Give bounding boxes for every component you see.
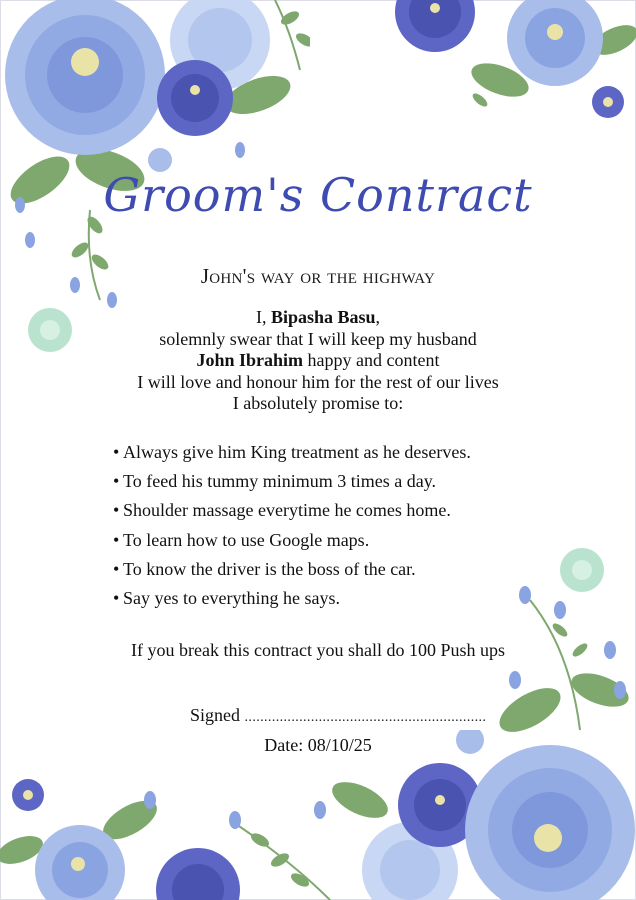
contract-subtitle: John's way or the highway xyxy=(200,264,436,288)
signature-line xyxy=(190,705,486,726)
oath-paragraph xyxy=(0,307,636,415)
oath-comma: , xyxy=(375,307,381,327)
floral-decoration-top-right xyxy=(380,0,636,140)
promise-text: Say yes to everything he says. xyxy=(123,587,340,608)
contract-title: Groom's Contract xyxy=(103,168,533,222)
oath-line-3-text: happy and content xyxy=(303,350,440,370)
bullet-icon: • xyxy=(113,558,120,579)
list-item xyxy=(113,440,471,469)
penalty-clause: If you break this contract you shall do 100 Push ups xyxy=(131,640,505,660)
promise-text: To feed his tummy minimum 3 times a day. xyxy=(123,471,437,492)
promise-text: Shoulder massage everytime he comes home. xyxy=(123,500,451,521)
bullet-icon: • xyxy=(113,587,120,608)
list-item xyxy=(113,557,471,586)
oath-line-5: I absolutely promise to: xyxy=(232,393,404,413)
oath-line-2: solemnly swear that I will keep my husband xyxy=(159,328,477,349)
bullet-icon: • xyxy=(113,471,120,492)
promise-text: Always give him King treatment as he deserves. xyxy=(123,442,471,462)
signed-label: Signed xyxy=(190,705,245,725)
list-item xyxy=(113,469,471,498)
signature-dots: .............................................................. xyxy=(244,710,487,725)
list-item xyxy=(113,586,471,615)
bullet-icon: • xyxy=(113,529,120,550)
contract-date: Date: 08/10/25 xyxy=(264,735,372,755)
list-item xyxy=(113,528,471,557)
oath-prefix: I, xyxy=(255,307,271,327)
promise-text: To learn how to use Google maps. xyxy=(123,529,370,550)
list-item xyxy=(113,498,471,527)
oath-line-1 xyxy=(0,307,636,329)
bride-name: Bipasha Basu xyxy=(270,307,376,327)
promise-list xyxy=(113,440,471,615)
oath-line-3 xyxy=(0,350,636,372)
promise-text: To know the driver is the boss of the car. xyxy=(123,558,416,579)
bullet-icon: • xyxy=(113,442,120,462)
bullet-icon: • xyxy=(113,500,120,521)
groom-name: John Ibrahim xyxy=(196,350,304,370)
oath-line-4: I will love and honour him for the rest of our lives xyxy=(137,371,499,392)
